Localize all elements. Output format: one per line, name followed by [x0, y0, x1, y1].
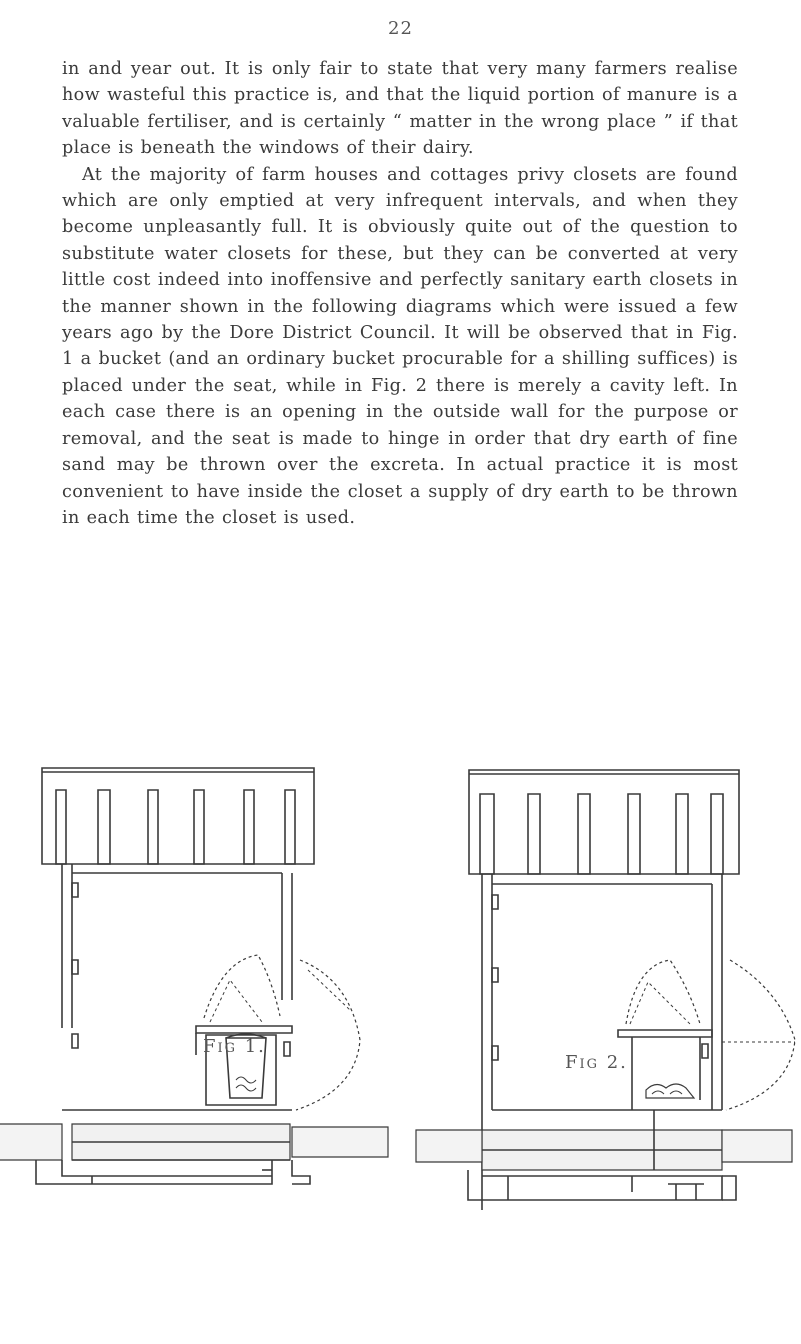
page-number: 22	[388, 18, 413, 39]
figure-1-caption: Fig 1.	[203, 1036, 266, 1057]
fig2-seat-hinge-arc	[626, 960, 700, 1024]
paragraph-2: At the majority of farm houses and cottages privy closets are found which are only emptied at very infrequent intervals, and when they become unpleasantly full. It is obviously quite out of the question to substitute water closets for these, but they can be converted at very little cost indeed into inoffensive and perfectly sanitary earth closets in the manner shown in the following diagrams which were issued a few years ago by the Dore District Council. It will be observed that in Fig. 1 a bucket (and an ordinary bucket procurable for a shilling suffices) is placed under the seat, while in Fig. 2 there is merely a cavity left. In each case there is an opening in the outside wall for the purpose or removal, and the seat is made to hinge in order that dry earth of fine sand may be thrown over the excreta. In actual practice it is most convenient to have inside the closet a supply of dry earth to be thrown in each time the closet is used.	[62, 164, 738, 528]
figure-2-caption: Fig 2.	[565, 1052, 628, 1073]
fig2-foundation	[468, 1170, 722, 1200]
fig2-roof-posts	[480, 794, 723, 874]
fig2-seat	[618, 1030, 712, 1037]
fig2-cavity	[646, 1084, 694, 1098]
fig2-door-arc	[726, 960, 795, 1110]
fig2-roof-frame	[469, 770, 739, 874]
paragraph-1: in and year out. It is only fair to state that very many farmers realise how wasteful this practice is, and that the liquid portion of manure is a valuable fertiliser, and is certainly “ matter in the wrong place ” if that place is beneath the windows of their dairy.	[62, 59, 738, 159]
